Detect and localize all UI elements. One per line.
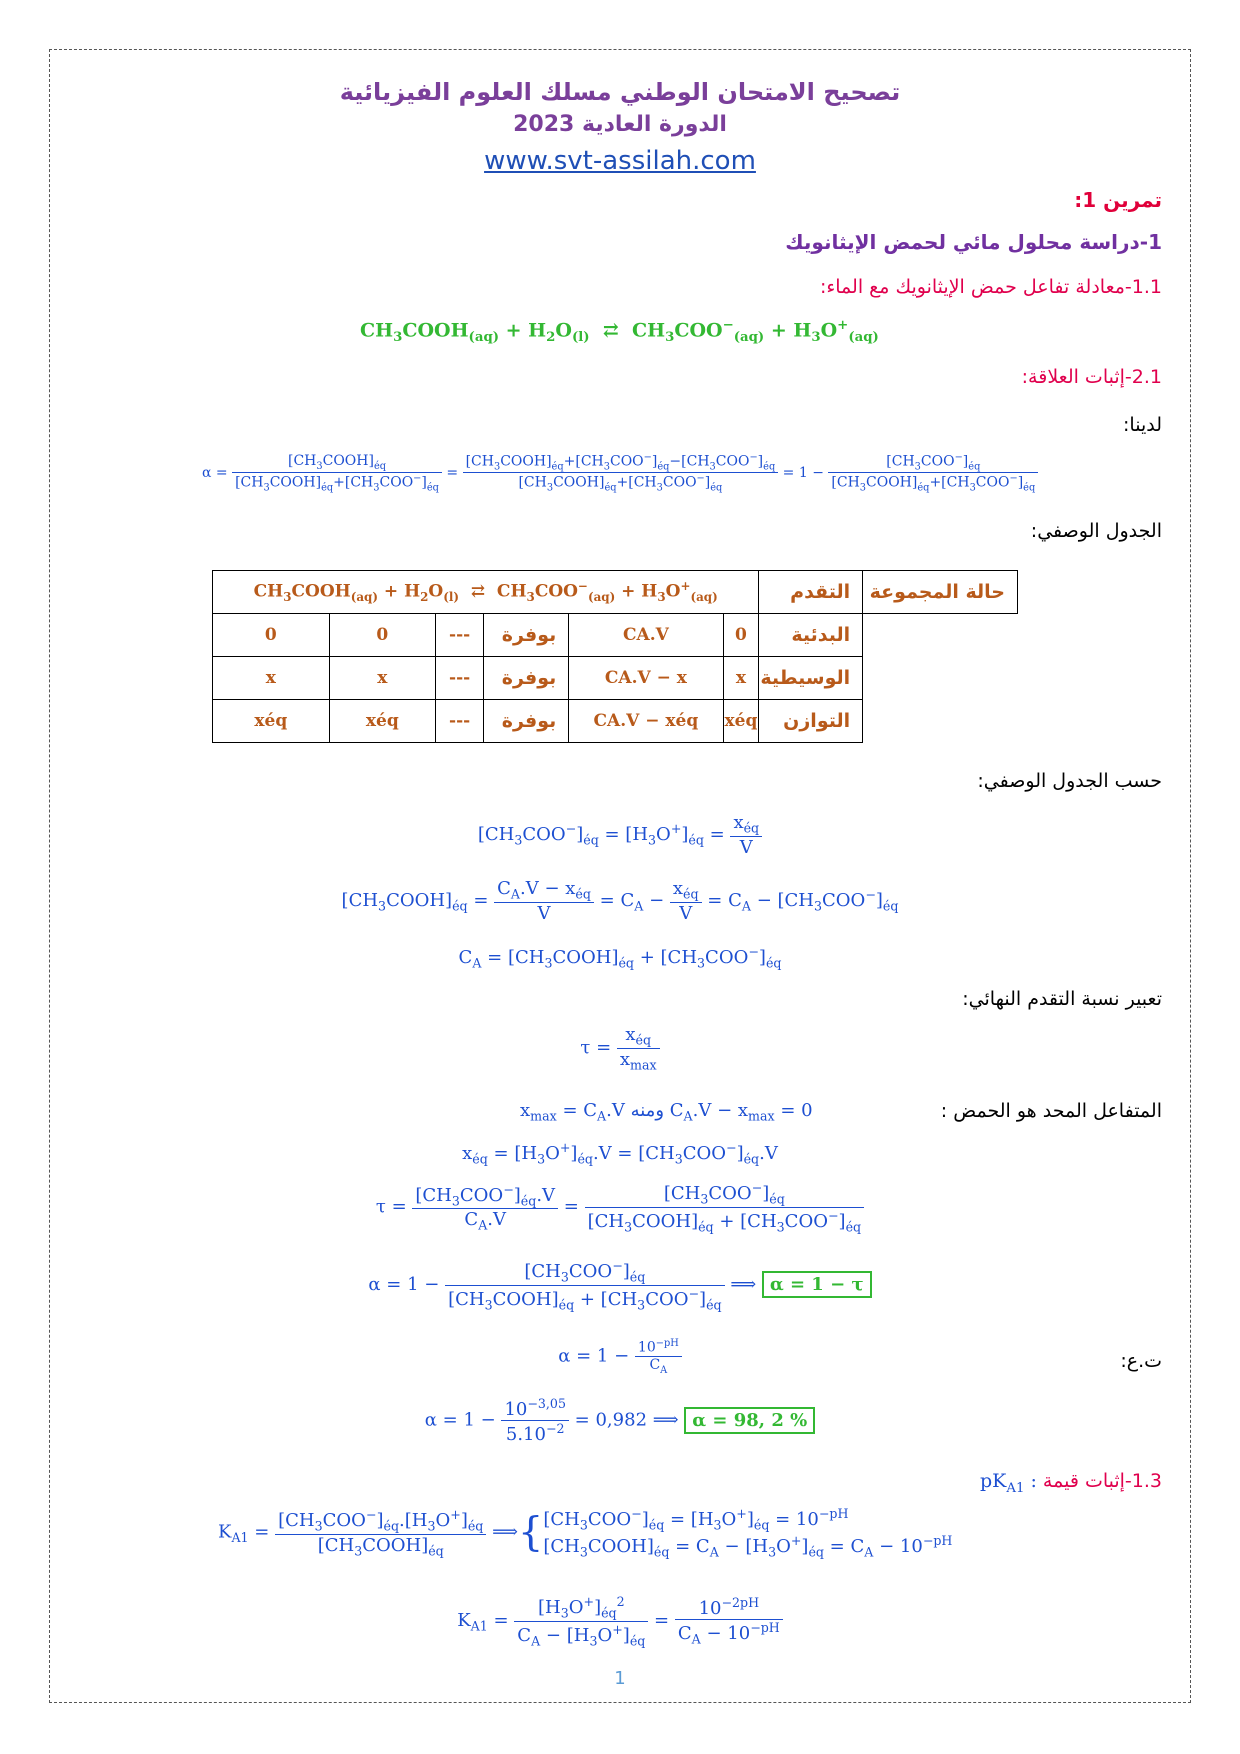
numeric-label: ت.ع: xyxy=(1120,1350,1162,1372)
eq-tau-expanded: τ = $\frac{[CH_3COO^-]_{éq}.V}{C_A.V}$ = $\frac{[CH_3COO^-]_{éq}}{[CH_3COOH]_{éq} + [CH_3COO^-]_{éq}}$ xyxy=(0,1180,1240,1234)
table-row: xéq xéq --- بوفرة CA.V − xéq xéq التوازن xyxy=(213,700,1018,743)
table-header-advance: التقدم xyxy=(759,571,863,614)
eq-xmax: $x_{max} = C_A.V$ ومنه $C_A.V - x_{max} = 0$ xyxy=(520,1100,813,1124)
q12-heading: 2.1-إثبات العلاقة: xyxy=(1021,366,1162,388)
q11-heading: 1.1-معادلة تفاعل حمض الإيثانويك مع الماء: xyxy=(819,276,1162,298)
eq-alpha-ph: α = 1 − $\frac{10^{-pH}}{C_A}$ xyxy=(0,1338,1240,1375)
eq-acid: $[CH_3COOH]_{éq}$ = $\frac{C_A.V - x_{éq}}{V}$ = $C_A$ − $\frac{x_{éq}}{V}$ = $C_A - [CH_3COO^-]_{éq}$ xyxy=(341,878,899,924)
table-header-state: حالة المجموعة xyxy=(863,571,1018,614)
eq-alpha-tau: α = 1 − $\frac{[CH_3COO^-]_{éq}}{[CH_3COOH]_{éq} + [CH_3COO^-]_{éq}}$ ⟹ α = 1 − τ xyxy=(0,1258,1240,1312)
doc-title: تصحيح الامتحان الوطني مسلك العلوم الفيزيائية xyxy=(339,78,901,106)
table-row: 0 0 --- بوفرة CA.V 0 البدئية xyxy=(213,614,1018,657)
we-have-label: لدينا: xyxy=(1123,414,1162,436)
according-table-label: حسب الجدول الوصفي: xyxy=(977,770,1162,792)
table-equation-header: $CH_3COOH_{(aq)} + H_2O_{(l)}$ ⇄ $CH_3COO^-_{(aq)} + H_3O^+_{(aq)}$ xyxy=(213,571,759,614)
q13-heading: 1.3-إثبات قيمة $pK_{A1}$ : xyxy=(980,1470,1162,1496)
part1-heading: 1-دراسة محلول مائي لحمض الإيثانويك xyxy=(785,230,1162,254)
result-alpha-tau: α = 1 − τ xyxy=(762,1271,872,1298)
eq-xeq: $x_{éq} = [H_3O^+]_{éq}.V = [CH_3COO^-]_{éq}.V$ xyxy=(462,1140,778,1167)
limiting-label: المتفاعل المحد هو الحمض : xyxy=(940,1100,1162,1122)
website-link[interactable]: www.svt-assilah.com xyxy=(484,146,756,176)
result-alpha-pct: α = 98, 2 % xyxy=(684,1407,815,1434)
eq-ka1-final: $K_{A1}$ = $\frac{[H_3O^+]_{éq}^2}{C_A - [H_3O^+]_{éq}}$ = $\frac{10^{-2pH}}{C_A - 10^{-pH}}$ xyxy=(0,1594,1240,1648)
alpha-definition: α = $\frac{[CH_3COOH]_{éq}}{[CH_3COOH]_{éq}+[CH_3COO^-]_{éq}}$ = $\frac{[CH_3COOH]_{éq}+[CH_3COO^-]_{éq}-[CH_3COO^-]_{éq}}{[CH_3COOH]_{éq}+[CH_3COO^-]_{éq}}$ = 1 − $\frac{[CH_3COO^-]_{éq}}{[CH_3COOH]_{éq}+[CH_3COO^-]_{éq}}$ xyxy=(202,452,1038,494)
table-label: الجدول الوصفي: xyxy=(1030,520,1162,542)
eq-conservation: $C_A$ = $[CH_3COOH]_{éq} + [CH_3COO^-]_{éq}$ xyxy=(458,944,782,971)
eq-tau: τ = $\frac{x_{éq}}{x_{max}}$ xyxy=(0,1024,1240,1072)
page-number: 1 xyxy=(614,1668,626,1689)
session-title: الدورة العادية 2023 xyxy=(513,112,727,137)
eq-alpha-numeric: α = 1 − $\frac{10^{-3,05}}{5.10^{-2}}$ = 0,982 ⟹ α = 98, 2 % xyxy=(0,1396,1240,1445)
tau-label: تعبير نسبة التقدم النهائي: xyxy=(962,988,1162,1010)
table-row: x x --- بوفرة CA.V − x x الوسيطية xyxy=(213,657,1018,700)
reaction-equation: $CH_3COOH_{(aq)} + H_2O_{(l)}$ ⇄ $CH_3COO^-_{(aq)} + H_3O^+_{(aq)}$ xyxy=(360,318,879,346)
progress-table xyxy=(212,570,1018,743)
eq-ka1-def: $K_{A1}$ = $\frac{[CH_3COO^-]_{éq}.[H_3O^+]_{éq}}{[CH_3COOH]_{éq}}$ $⟹\{[CH_3COO^-]_{éq} = [H_3O^+]_{éq} = 10^{-pH}$ $[CH_3COOH]_{éq} = C_A - [H_3O^+]_{éq} = C_A - 10^{-pH}$ xyxy=(218,1506,953,1560)
eq-acetate: $[CH_3COO^-]_{éq} = [H_3O^+]_{éq}$ = $\frac{x_{éq}}{V}$ xyxy=(0,812,1240,858)
exercise-label: تمرين 1: xyxy=(1074,188,1162,212)
